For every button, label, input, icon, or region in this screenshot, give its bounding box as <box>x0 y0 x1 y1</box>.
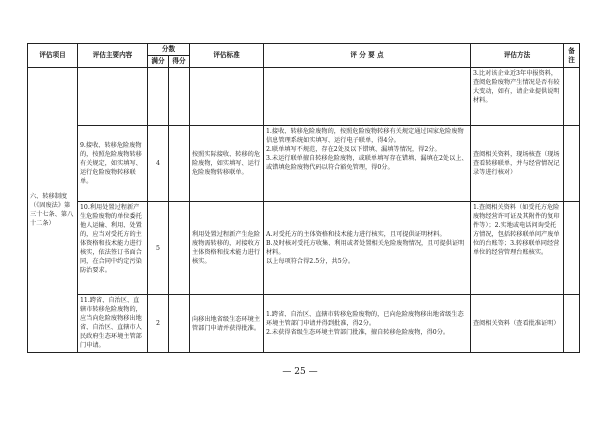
row-remark <box>564 68 580 126</box>
header-points: 评 分 要 点 <box>264 44 471 68</box>
point-item: 以上每项符合得2.5分，共5分。 <box>266 258 355 265</box>
table-row <box>28 68 580 126</box>
table-row <box>28 295 580 353</box>
row-remark <box>564 202 580 295</box>
header-standard: 评估标准 <box>190 44 264 68</box>
point-item: 2.联单填写不规范，存在2处及以下错填、漏填等情况，得2分。 <box>266 146 441 153</box>
row-full-score: 5 <box>148 202 169 295</box>
header-score: 分数 <box>148 44 190 56</box>
header-item: 评估项目 <box>28 44 78 68</box>
header-method: 评估方法 <box>471 44 564 68</box>
point-item: 1.跨省、自治区、直辖市转移危险废物的，已向危险废物移出地省级生态环境主管部门申请并得到批准，得2分。 <box>266 311 464 327</box>
header-remark: 备注 <box>564 44 580 68</box>
header-obtained-score: 得分 <box>169 56 190 68</box>
point-item: 2.未获得省级生态环境主管部门批准，擅自转移危险废物，得0分。 <box>266 329 450 336</box>
point-item: B.及时核对受托方收集、利用或者处置相关危险废物情况，且可提供证明材料。 <box>266 240 465 256</box>
header-row-1 <box>28 44 580 56</box>
row-remark <box>564 295 580 353</box>
row-obtained-score <box>169 126 190 202</box>
row-full-score: 4 <box>148 126 169 202</box>
row-points <box>264 202 471 295</box>
page-number: — 25 — <box>282 367 318 377</box>
row-points <box>264 295 471 353</box>
row-content: 11.跨省、自治区、直辖市转移危险废物的，应当向危险废物移出地省、自治区、直辖市人民政府生态环境主管部门申请。 <box>78 295 148 353</box>
row-content: 9.接收、转移危险废物的，按照危险废物转移有关规定，如实填写、运行危险废物转移联单。 <box>78 126 148 202</box>
row-obtained-score <box>169 68 190 126</box>
row-content <box>78 68 148 126</box>
header-full-score: 满分 <box>148 56 169 68</box>
row-points <box>264 68 471 126</box>
row-remark <box>564 126 580 202</box>
row-method: 1.查阅相关资料（如受托方危险废物经营许可证及其附件的复印件等）；2.实地或电话问询受托方情况，包括转移联单问产废单位的台账等；3.转移联单同经营单位的经营管理台账核实。 <box>471 202 564 295</box>
row-method: 查阅相关资料（查看批准证明） <box>471 295 564 353</box>
row-method: 查阅相关资料，现场核查（现场查看转移联单，并与经营情况记录等进行核对） <box>471 126 564 202</box>
row-points <box>264 126 471 202</box>
table-row <box>28 202 580 295</box>
row-standard: 按照实际接收、转移的危险废物，如实填写、运行危险废物转移联单。 <box>190 126 264 202</box>
point-item: 1.接收、转移危险废物的，按照危险废物转移有关规定通过国家危险废物信息管理系统如实填写、运行电子联单，得4分。 <box>266 128 464 144</box>
row-full-score <box>148 68 169 126</box>
row-obtained-score <box>169 202 190 295</box>
row-method: 3.比对该企业近3年申报资料，查阅危险废物产生情况是否有较大变动，如有，请企业提供说明材料。 <box>471 68 564 126</box>
row-obtained-score <box>169 295 190 353</box>
point-item: A.对受托方的主体资格和技术能力进行核实，且可提供证明材料。 <box>266 231 446 238</box>
row-content: 10.利用处置过程新产生危险废物的单位委托他人运输、利用、处置的，应当对受托方的主体资格和技术能力进行核实，依法签订书面合同，在合同中约定污染防治要求。 <box>78 202 148 295</box>
row-full-score: 2 <box>148 295 169 353</box>
row-standard <box>190 68 264 126</box>
row-standard: 向移出地省级生态环境主管部门申请并获得批准。 <box>190 295 264 353</box>
point-item: 3.未运行联单擅自转移危险废物，或联单填写存在错填、漏填在2处以上、或错填危险废物代码以符合豁免管理，得0分。 <box>266 155 468 171</box>
table-row <box>28 126 580 202</box>
evaluation-table <box>27 43 580 353</box>
row-standard: 利用处置过程新产生危险废物需转移的，对接收方主体资格和技术能力进行核实。 <box>190 202 264 295</box>
header-content: 评估主要内容 <box>78 44 148 68</box>
group-label: 六、转移制度（《固废法》第三十七条、第八十二条） <box>28 68 78 353</box>
